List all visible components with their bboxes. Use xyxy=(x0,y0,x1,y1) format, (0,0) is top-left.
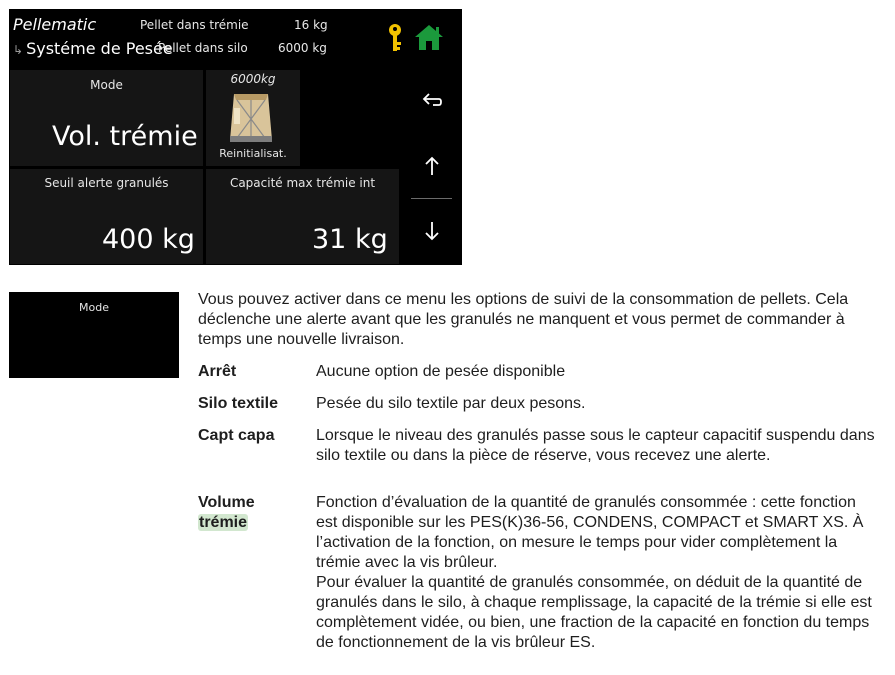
breadcrumb[interactable] xyxy=(13,39,173,58)
arrow-down-icon xyxy=(423,220,441,242)
doc-body xyxy=(198,290,878,651)
nav-divider xyxy=(411,198,452,199)
breadcrumb-label: Systéme de Pesée xyxy=(26,39,173,58)
option-desc: Lorsque le niveau des granulés passe sous le capteur capacitif suspendu dans silo textile ou dans la pièce de réserve, vous recevez une alerte. xyxy=(316,427,875,464)
option-desc-p1: Fonction d’évaluation de la quantité de granulés consommée : cette fonction est disponible sur les PES(K)36-56, CONDENS, COMPACT et SMART XS. À l’activation de la fonction, on mesure le temps pour vider complètement la trémie avec la vis brûleur. xyxy=(316,494,864,571)
tile-hopper-capacity[interactable] xyxy=(206,169,399,264)
tile-capacity-value: 31 kg xyxy=(312,224,388,255)
option-desc: Pesée du silo textile par deux pesons. xyxy=(316,395,586,412)
scroll-up-button[interactable] xyxy=(407,146,457,186)
tile-mode[interactable] xyxy=(10,70,203,166)
tile-mode-title: Mode xyxy=(90,78,123,92)
mode-panel xyxy=(9,292,179,378)
tile-reset[interactable] xyxy=(206,70,300,166)
option-desc-p2: Pour évaluer la quantité de granulés consommée, on déduit de la quantité de granulés dans le silo, à chaque remplissage, la capacité de la trémie si elle est complètement vidée, ou bien, une fraction de la capacité en fonction du temps de fonctionnement de la vis brûleur ES. xyxy=(316,574,872,651)
status-value-hopper: 16 kg xyxy=(294,18,328,32)
sub-arrow-icon: ↳ xyxy=(13,43,24,57)
app-title: Pellematic xyxy=(13,15,97,34)
tile-alert-value: 400 kg xyxy=(102,224,195,255)
option-term: Silo textile xyxy=(198,395,279,412)
option-term: Capt capa xyxy=(198,427,275,444)
option-term-highlight: trémie xyxy=(199,514,248,531)
home-icon[interactable] xyxy=(414,23,444,51)
back-arrow-icon xyxy=(421,91,443,109)
key-icon[interactable] xyxy=(385,23,405,53)
option-term: Arrêt xyxy=(198,363,237,380)
tile-reset-weight: 6000kg xyxy=(230,72,276,86)
scroll-down-button[interactable] xyxy=(407,211,457,251)
option-desc xyxy=(316,493,876,653)
tile-alert-threshold[interactable] xyxy=(10,169,203,264)
option-term xyxy=(198,493,308,533)
pellet-bag-icon xyxy=(228,88,274,144)
option-term-line1: Volume xyxy=(198,494,255,511)
arrow-up-icon xyxy=(423,155,441,177)
status-value-silo: 6000 kg xyxy=(278,41,327,55)
back-button[interactable] xyxy=(407,80,457,120)
tile-alert-title: Seuil alerte granulés xyxy=(44,176,169,190)
intro-paragraph: Vous pouvez activer dans ce menu les options de suivi de la consommation de pellets. Cela déclenche une alerte avant que les granulés ne manquent et vous permet de commander à temps une nouvelle livraison. xyxy=(198,291,849,348)
option-desc: Aucune option de pesée disponible xyxy=(316,363,566,380)
status-label-hopper: Pellet dans trémie xyxy=(140,18,249,32)
mode-panel-title: Mode xyxy=(79,301,109,314)
tile-reset-label: Reinitialisat. xyxy=(219,147,287,160)
tile-capacity-title: Capacité max trémie int xyxy=(229,176,376,190)
status-label-silo: Pellet dans silo xyxy=(158,41,248,55)
device-screen xyxy=(9,9,462,265)
tile-mode-value: Vol. trémie xyxy=(52,121,198,152)
